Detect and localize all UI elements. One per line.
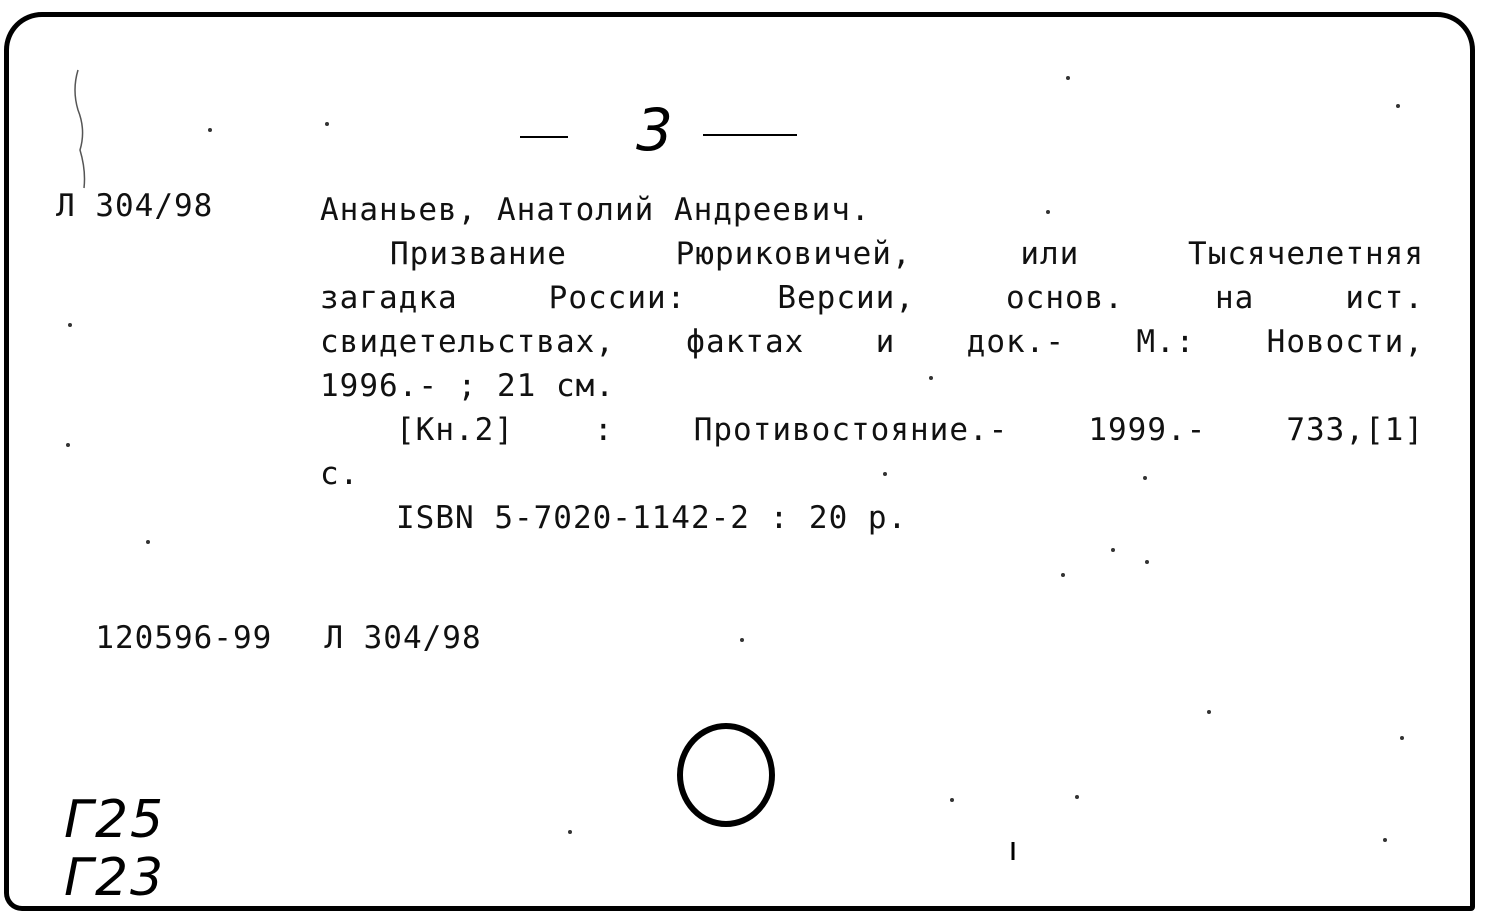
bibliographic-record	[320, 188, 1424, 540]
volume-pages: с.	[320, 456, 360, 492]
class-mark: Г23	[64, 848, 166, 908]
card-number-dash-left	[520, 136, 568, 138]
card-number-dash-right	[703, 134, 797, 136]
imprint-line: 1996.- ; 21 см.	[320, 368, 615, 404]
shelf-mark-repeat: Л 304/98	[324, 620, 482, 656]
author-heading: Ананьев, Анатолий Андреевич.	[320, 192, 871, 228]
accession-number: 120596-99	[95, 620, 273, 656]
title-line: Призвание Рюриковичей, или Тысячелетняя	[390, 236, 1424, 272]
class-mark: Г25	[64, 790, 166, 850]
title-line: загадка России: Версии, основ. на ист.	[320, 280, 1424, 316]
volume-line: [Кн.2] : Противостояние.- 1999.- 733,[1]	[396, 412, 1424, 448]
title-line: свидетельствах, фактах и док.- М.: Новости,	[320, 324, 1424, 360]
isbn-line: ISBN 5-7020-1142-2 : 20 р.	[396, 500, 908, 536]
accession-row	[56, 584, 482, 656]
margin-scribble	[75, 70, 85, 188]
punch-hole-circle	[680, 726, 772, 824]
card-number: 3	[636, 96, 673, 164]
shelf-mark: Л 304/98	[56, 188, 214, 224]
